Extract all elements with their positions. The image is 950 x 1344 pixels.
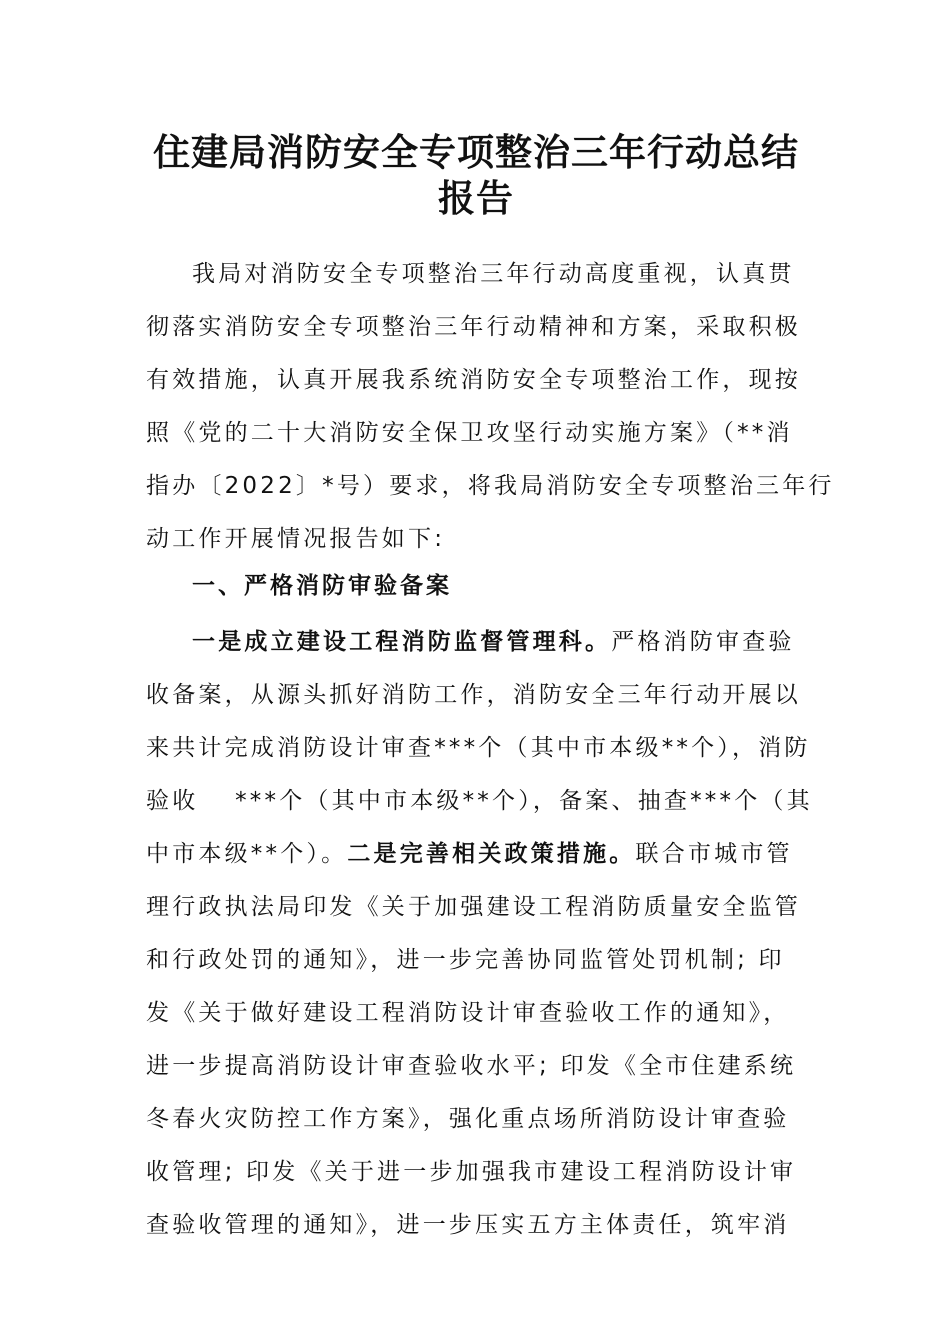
- section-1-line: [146, 616, 806, 669]
- section-heading-1: 一、严格消防审验备案: [192, 573, 452, 599]
- section-1-line: 理行政执法局印发《关于加强建设工程消防质量安全监管: [146, 894, 801, 920]
- intro-line: 有效措施，认真开展我系统消防安全专项整治工作，现按: [146, 367, 801, 393]
- intro-paragraph: [146, 248, 835, 566]
- intro-line: 动工作开展情况报告如下:: [146, 526, 446, 552]
- intro-line: 指办〔2022〕*号）要求，将我局消防安全专项整治三年行: [146, 473, 835, 499]
- section-1-paragraph: [146, 616, 813, 1252]
- body-text: 联合市城市管: [635, 841, 793, 867]
- section-1-line: 验收 ***个（其中市本级**个），备案、抽查***个（其: [146, 788, 813, 814]
- intro-line: 照《党的二十大消防安全保卫攻坚行动实施方案》（**消: [146, 420, 793, 446]
- intro-line: 我局对消防安全专项整治三年行动高度重视，认真贯: [192, 261, 795, 287]
- document-title-line-1: 住建局消防安全专项整治三年行动总结: [153, 130, 799, 174]
- section-1-line: 发《关于做好建设工程消防设计审查验收工作的通知》，: [146, 1000, 790, 1026]
- section-1-line: 冬春火灾防控工作方案》，强化重点场所消防设计审查验: [146, 1106, 790, 1132]
- section-1-line: 和行政处罚的通知》，进一步完善协同监管处罚机制; 印: [146, 947, 785, 973]
- section-1-line: [146, 828, 806, 881]
- bold-lead-text: 二是完善相关政策措施。: [347, 841, 636, 867]
- section-1-line: 来共计完成消防设计审查***个（其中市本级**个），消防: [146, 735, 811, 761]
- section-1-line: 收管理; 印发《关于进一步加强我市建设工程消防设计审: [146, 1159, 797, 1185]
- section-1-line: 收备案，从源头抓好消防工作，消防安全三年行动开展以: [146, 682, 801, 708]
- section-1-line: 查验收管理的通知》，进一步压实五方主体责任，筑牢消: [146, 1212, 790, 1238]
- intro-line: 彻落实消防安全专项整治三年行动精神和方案，采取积极: [146, 314, 801, 340]
- section-1-line: 进一步提高消防设计审查验收水平; 印发《全市住建系统: [146, 1053, 797, 1079]
- body-text: 中市本级**个）。: [146, 841, 348, 867]
- document-title-line-2: 报告: [438, 176, 514, 220]
- body-text: 严格消防审查验: [611, 629, 795, 655]
- bold-lead-text: 一是成立建设工程消防监督管理科。: [192, 629, 612, 655]
